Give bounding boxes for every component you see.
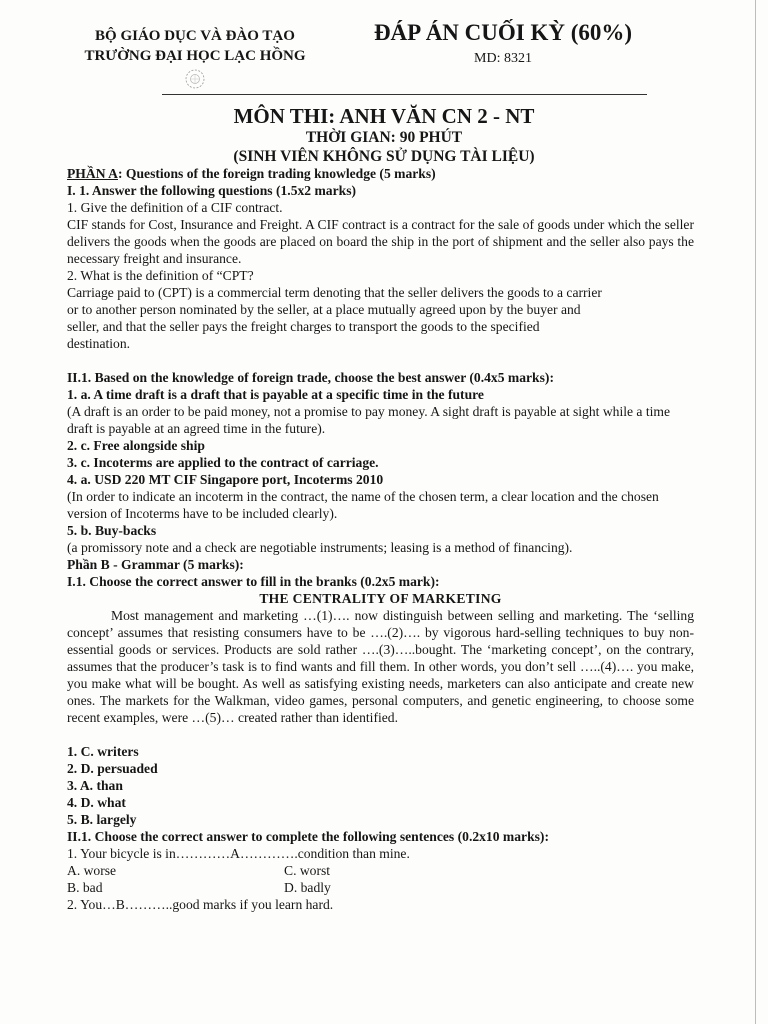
part-b-section1-heading: I.1. Choose the correct answer to fill in the branks (0.2x5 mark):	[67, 574, 440, 589]
university-name: TRƯỜNG ĐẠI HỌC LẠC HỒNG	[84, 48, 306, 64]
cloze-answer-2: 2. D. persuaded	[67, 761, 158, 776]
sentence-2: 2. You…B………..good marks if you learn hard.	[67, 897, 334, 912]
part-a-heading	[67, 165, 694, 182]
mc-answer-5: 5. b. Buy-backs	[67, 523, 157, 538]
exam-note: (SINH VIÊN KHÔNG SỬ DỤNG TÀI LIỆU)	[233, 148, 535, 165]
part-a-title: : Questions of the foreign trading knowledge (5 marks)	[117, 166, 436, 181]
mc-answer-2: 2. c. Free alongside ship	[67, 438, 205, 453]
cloze-answer-1: 1. C. writers	[67, 744, 139, 759]
part-a-section1-heading: I. 1. Answer the following questions (1.5x2 marks)	[67, 183, 357, 198]
answer-2-line-1: Carriage paid to (CPT) is a commercial term denoting that the seller delivers the goods to a carrier	[67, 285, 602, 300]
institution-header	[60, 26, 330, 96]
cloze-answer-3: 3. A. than	[67, 778, 123, 793]
mc-answer-3: 3. c. Incoterms are applied to the contract of carriage.	[67, 455, 379, 470]
question-2: 2. What is the definition of “CPT?	[67, 268, 254, 283]
answer-key-header	[358, 18, 648, 67]
mc-answer-5-note: (a promissory note and a check are negotiable instruments; leasing is a method of financing).	[67, 540, 573, 555]
answer-key-title: ĐÁP ÁN CUỐI KỲ (60%)	[373, 20, 633, 45]
answer-2-line-2: or to another person nominated by the seller, at a place mutually agreed upon by the buyer and	[67, 302, 581, 317]
cloze-answer-5: 5. B. largely	[67, 812, 137, 827]
ministry-name: BỘ GIÁO DỤC VÀ ĐÀO TẠO	[95, 28, 295, 44]
sentence-1-options-row-1	[67, 862, 694, 879]
cloze-answer-4: 4. D. what	[67, 795, 126, 810]
part-b-heading: Phần B - Grammar (5 marks):	[67, 557, 244, 572]
mc-answer-1-note: (A draft is an order to be paid money, not a promise to pay money. A sight draft is payable at sight while a time draft is payable at an agreed time in the future).	[67, 404, 671, 436]
exam-subject: MÔN THI: ANH VĂN CN 2 - NT	[233, 104, 535, 128]
option-d: D. badly	[284, 880, 331, 895]
exam-duration: THỜI GIAN: 90 PHÚT	[305, 129, 463, 146]
mc-answer-4-note: (In order to indicate an incoterm in the contract, the name of the chosen term, a clear location and the chosen version of Incoterms have to be included clearly).	[67, 489, 659, 521]
answer-content	[67, 165, 694, 913]
answer-2-line-4: destination.	[67, 336, 131, 351]
answer-2-line-3: seller, and that the seller pays the freight charges to transport the goods to the specified	[67, 319, 540, 334]
spacer	[67, 352, 694, 369]
option-a: A. worse	[67, 863, 117, 878]
question-1: 1. Give the definition of a CIF contract.	[67, 200, 283, 215]
exam-code: MD: 8321	[474, 51, 532, 66]
spacer	[67, 726, 694, 743]
option-c: C. worst	[284, 863, 331, 878]
sentence-1-options-row-2	[67, 879, 694, 896]
university-seal-icon	[184, 68, 206, 90]
cut-off-text-fragment	[262, 950, 502, 954]
mc-answer-4: 4. a. USD 220 MT CIF Singapore port, Incoterms 2010	[67, 472, 384, 487]
passage-title: THE CENTRALITY OF MARKETING	[259, 591, 502, 606]
part-b-section2-heading: II.1. Choose the correct answer to complete the following sentences (0.2x10 marks):	[67, 829, 549, 844]
passage-text: Most management and marketing …(1)…. now distinguish between selling and marketing. The ‘selling concept’ assumes that resisting consumers have to be ….(2)…. by vigorous hard-selling techniques to buy non-essential goods or services. Products are sold rather ….(3)…..bought. The ‘marketing concept’, on the contrary, assumes that the producer’s task is to find wants and fill them. In other words, you don’t sell …..(4)…. you make, you make what will be bought. As well as satisfying existing needs, marketers can also anticipate and create new ones. The markets for the Walkman, video games, personal computers, and genetic engineering, to choose some recent examples, were …(5)… created rather than identified.	[67, 608, 694, 725]
part-a-label: PHẦN A	[67, 166, 118, 181]
part-a-section2-heading: II.1. Based on the knowledge of foreign trade, choose the best answer (0.4x5 marks):	[67, 370, 554, 385]
sentence-1: 1. Your bicycle is in…………A………….condition than mine.	[67, 846, 410, 861]
option-b: B. bad	[67, 880, 103, 895]
header-rule	[162, 94, 647, 95]
mc-answer-1: 1. a. A time draft is a draft that is payable at a specific time in the future	[67, 387, 484, 402]
answer-1: CIF stands for Cost, Insurance and Freight. A CIF contract is a contract for the sale of goods under which the seller delivers the goods when the goods are placed on board the ship in the port of shipment and the seller also pays the necessary freight and insurance.	[67, 217, 694, 266]
